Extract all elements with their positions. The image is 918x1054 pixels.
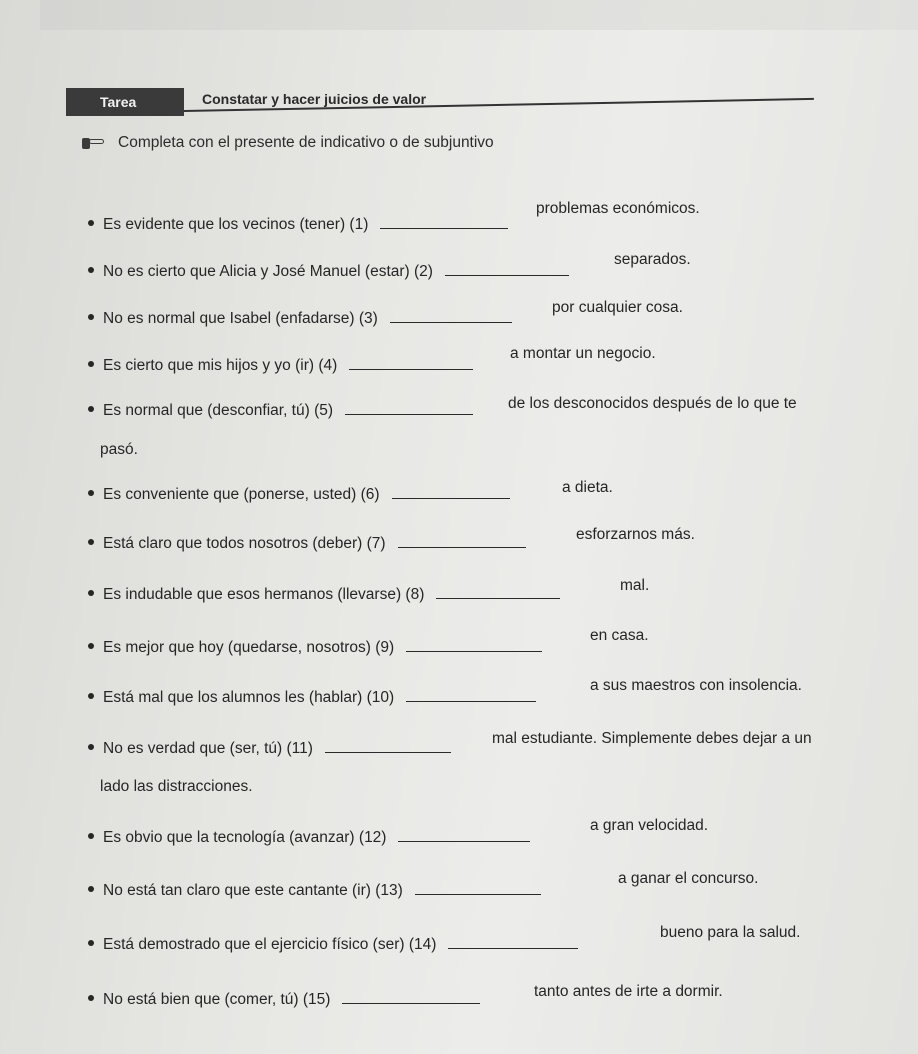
answer-blank-5[interactable] xyxy=(345,402,473,415)
item-stem: Está claro que todos nosotros (deber) (7) xyxy=(103,535,386,552)
item-stem: Es mejor que hoy (quedarse, nosotros) (9) xyxy=(103,639,395,656)
bullet-icon xyxy=(88,693,94,699)
bullet-icon xyxy=(88,590,94,596)
item-continuation-13: a ganar el concurso. xyxy=(618,870,759,887)
item-continuation-3: por cualquier cosa. xyxy=(552,299,683,316)
exercise-item-13 xyxy=(88,882,547,900)
answer-blank-1[interactable] xyxy=(380,216,508,229)
answer-blank-14[interactable] xyxy=(448,936,578,949)
bullet-icon xyxy=(88,267,94,273)
bullet-icon xyxy=(88,940,94,946)
page-edge-shadow xyxy=(40,0,918,30)
bullet-icon xyxy=(88,220,94,226)
exercise-item-4 xyxy=(88,357,479,375)
exercise-item-15 xyxy=(88,991,486,1009)
item-stem: No es normal que Isabel (enfadarse) (3) xyxy=(103,310,378,327)
item-stem: No está bien que (comer, tú) (15) xyxy=(103,991,331,1008)
answer-blank-15[interactable] xyxy=(342,991,480,1004)
exercise-item-6 xyxy=(88,486,516,504)
bullet-icon xyxy=(88,406,94,412)
item-stem: Es conveniente que (ponerse, usted) (6) xyxy=(103,486,380,503)
item-stem: Es normal que (desconfiar, tú) (5) xyxy=(103,402,334,419)
answer-blank-9[interactable] xyxy=(406,639,542,652)
instruction-text: Completa con el presente de indicativo o de subjuntivo xyxy=(118,134,494,151)
answer-blank-6[interactable] xyxy=(392,486,510,499)
item-stem: Es cierto que mis hijos y yo (ir) (4) xyxy=(103,357,338,374)
item-continuation-15: tanto antes de irte a dormir. xyxy=(534,983,723,1000)
item-continuation-4: a montar un negocio. xyxy=(510,345,656,362)
section-header xyxy=(66,84,816,118)
bullet-icon xyxy=(88,643,94,649)
item-stem: Es evidente que los vecinos (tener) (1) xyxy=(103,216,369,233)
item-wrap-11: lado las distracciones. xyxy=(100,778,253,795)
item-continuation-12: a gran velocidad. xyxy=(590,817,709,834)
bullet-icon xyxy=(88,744,94,750)
answer-blank-7[interactable] xyxy=(398,535,526,548)
item-continuation-9: en casa. xyxy=(590,627,649,644)
exercise-item-11 xyxy=(88,740,457,758)
item-stem: Es obvio que la tecnología (avanzar) (12) xyxy=(103,829,387,846)
answer-blank-3[interactable] xyxy=(390,310,512,323)
item-continuation-8: mal. xyxy=(620,577,650,594)
item-stem: No es cierto que Alicia y José Manuel (estar) (2) xyxy=(103,263,433,280)
exercise-item-2 xyxy=(88,263,575,281)
item-stem: No está tan claro que este cantante (ir) (13) xyxy=(103,882,403,899)
item-stem: Es indudable que esos hermanos (llevarse) (8) xyxy=(103,586,425,603)
bullet-icon xyxy=(88,361,94,367)
answer-blank-8[interactable] xyxy=(436,586,560,599)
bullet-icon xyxy=(88,539,94,545)
answer-blank-2[interactable] xyxy=(445,263,569,276)
answer-blank-13[interactable] xyxy=(415,882,541,895)
answer-blank-11[interactable] xyxy=(325,740,451,753)
exercise-item-12 xyxy=(88,829,536,847)
item-stem: Está demostrado que el ejercicio físico (ser) (14) xyxy=(103,936,437,953)
item-continuation-5: de los desconocidos después de lo que te xyxy=(508,395,797,412)
item-continuation-1: problemas económicos. xyxy=(536,200,700,217)
item-continuation-11: mal estudiante. Simplemente debes dejar a un xyxy=(492,730,812,747)
bullet-icon xyxy=(88,886,94,892)
exercise-item-10 xyxy=(88,689,542,707)
pointing-hand-icon xyxy=(82,136,104,150)
bullet-icon xyxy=(88,314,94,320)
exercise-item-3 xyxy=(88,310,518,328)
answer-blank-10[interactable] xyxy=(406,689,536,702)
item-continuation-2: separados. xyxy=(614,251,691,268)
bullet-icon xyxy=(88,995,94,1001)
task-tag: Tarea xyxy=(66,88,184,116)
exercise-item-7 xyxy=(88,535,532,553)
answer-blank-12[interactable] xyxy=(398,829,530,842)
instruction xyxy=(82,134,494,152)
answer-blank-4[interactable] xyxy=(349,357,473,370)
exercise-item-14 xyxy=(88,936,584,954)
exercise-item-1 xyxy=(88,216,514,234)
bullet-icon xyxy=(88,490,94,496)
bullet-icon xyxy=(88,833,94,839)
section-title: Constatar y hacer juicios de valor xyxy=(202,91,427,107)
item-continuation-14: bueno para la salud. xyxy=(660,924,801,941)
item-stem: No es verdad que (ser, tú) (11) xyxy=(103,740,313,757)
item-wrap-5: pasó. xyxy=(100,441,138,458)
item-continuation-7: esforzarnos más. xyxy=(576,526,695,543)
exercise-item-5 xyxy=(88,402,479,420)
item-continuation-10: a sus maestros con insolencia. xyxy=(590,677,802,694)
item-stem: Está mal que los alumnos les (hablar) (10) xyxy=(103,689,395,706)
exercise-item-8 xyxy=(88,586,566,604)
item-continuation-6: a dieta. xyxy=(562,479,613,496)
exercise-item-9 xyxy=(88,639,548,657)
